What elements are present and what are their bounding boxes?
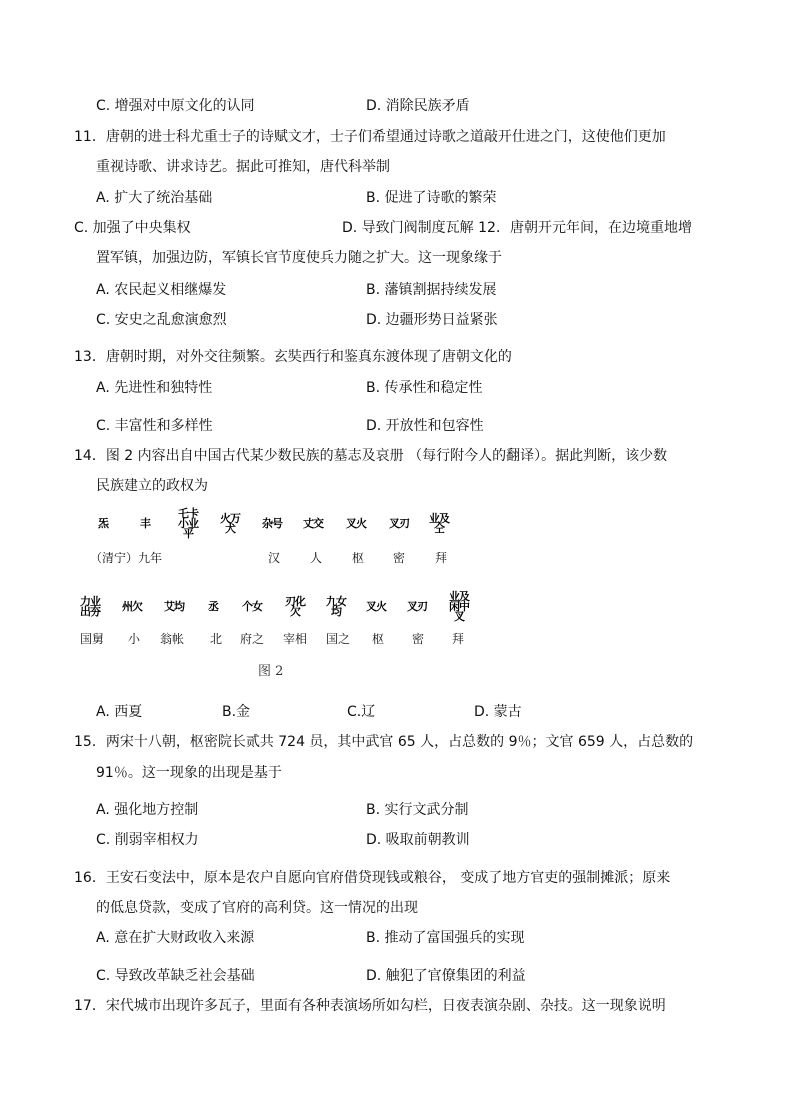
glyph: 炁 — [98, 517, 108, 530]
glyph: 叉火 — [366, 600, 386, 613]
glyph: 九女 均 — [326, 595, 346, 618]
q11-option-a: A. 扩大了统治基础 — [96, 190, 213, 206]
q12-option-a: A. 农民起义相继爆发 — [96, 282, 227, 298]
q11-option-b: B. 促进了诗歌的繁荣 — [366, 190, 497, 206]
q15-option-c: C. 削弱宰相权力 — [96, 832, 199, 848]
translation: 拜 — [452, 632, 465, 646]
q13-option-d: D. 开放性和包容性 — [366, 418, 484, 434]
q11-stem-line1: 11．唐朝的进士科尤重士子的诗赋文才，士子们希望通过诗歌之道敲开仕进之门，这使他们更加 — [74, 129, 666, 145]
q16-option-a: A. 意在扩大财政收入来源 — [96, 930, 255, 946]
q16-stem-line1: 16．王安石变法中，原本是农户自愿向官府借贷现钱或粮谷， 变成了地方官吏的强制摊派；原来 — [74, 870, 671, 886]
translation: 北 — [210, 632, 223, 646]
glyph: 叉刃 — [407, 600, 427, 613]
translation: 密 — [393, 551, 406, 565]
translation: 国舅 — [80, 632, 105, 646]
q16-option-d: D. 触犯了官僚集团的利益 — [366, 968, 526, 984]
q15-stem-line2: 91％。这一现象的出现是基于 — [96, 765, 282, 781]
glyph: 艾均 — [164, 600, 184, 613]
q12-stem-line2: 置军镇，加强边防，军镇长官节度使兵力随之扩大。这一现象缘于 — [96, 250, 502, 266]
q14-option-c: C.辽 — [347, 704, 376, 720]
q13-stem: 13．唐朝时期，对外交往频繁。玄奘西行和鉴真东渡体现了唐朝文化的 — [74, 349, 512, 365]
q16-stem-line2: 的低息贷款，变成了官府的高利贷。这一情况的出现 — [96, 900, 418, 916]
q13-option-b: B. 传承性和稳定性 — [366, 380, 483, 396]
q10-option-d: D. 消除民族矛盾 — [366, 98, 470, 114]
glyph: 叉火 — [346, 517, 366, 530]
q14-option-d: D. 蒙古 — [474, 704, 522, 720]
q11-option-c: C. 加强了中央集权 — [74, 220, 191, 236]
q14-stem-line1: 14．图 2 内容出自中国古代某少数民族的墓志及哀册 （每行附今人的翻译）。据此判断，该少数 — [74, 448, 668, 464]
glyph: 叉刃 — [389, 517, 409, 530]
q10-option-c: C. 增强对中原文化的认同 — [96, 98, 255, 114]
glyph: 乇卡 小业 平 — [178, 507, 198, 540]
translation: 汉 — [268, 551, 281, 565]
q14-stem-line2: 民族建立的政权为 — [96, 478, 208, 494]
translation: 拜 — [435, 551, 448, 565]
q15-option-a: A. 强化地方控制 — [96, 802, 199, 818]
glyph: 刃化 欠 — [285, 595, 305, 618]
glyph: 力业 出夯 — [80, 595, 100, 618]
translation: 国之 — [326, 632, 351, 646]
q17-stem-line1: 17．宋代城市出现许多瓦子，里面有各种表演场所如勾栏，日夜表演杂剧、杂技。这一现象说明 — [74, 998, 666, 1014]
translation: 枢 — [352, 551, 365, 565]
q16-option-c: C. 导致改革缺乏社会基础 — [96, 968, 255, 984]
q11-stem-line2: 重视诗歌、讲求诗艺。据此可推知，唐代科举制 — [96, 159, 390, 175]
translation: （清宁）九年 — [90, 551, 163, 565]
glyph: 业及 闲中 叉 — [449, 590, 469, 623]
q12-option-b: B. 藩镇割据持续发展 — [366, 282, 497, 298]
q14-option-b: B.金 — [222, 704, 251, 720]
glyph: 丰 — [140, 517, 150, 530]
q13-option-c: C. 丰富性和多样性 — [96, 418, 213, 434]
translation: 枢 — [372, 632, 385, 646]
q12-option-d: D. 边疆形势日益紧张 — [366, 312, 498, 328]
glyph: 杂号 — [262, 517, 282, 530]
glyph: 丈交 — [303, 517, 323, 530]
translation: 翁帐 — [160, 632, 185, 646]
glyph: 火万 犬 — [220, 512, 240, 535]
glyph: 州欠 — [122, 600, 142, 613]
translation: 宰相 — [283, 632, 308, 646]
q12-option-c: C. 安史之乱愈演愈烈 — [96, 312, 227, 328]
glyph: 丞 — [208, 600, 218, 613]
q13-option-a: A. 先进性和独特性 — [96, 380, 213, 396]
q11-option-d-q12-start: D. 导致门阀制度瓦解 12．唐朝开元年间，在边境重地增 — [342, 220, 692, 236]
q14-option-a: A. 西夏 — [96, 704, 143, 720]
translation: 密 — [412, 632, 425, 646]
q16-option-b: B. 推动了富国强兵的实现 — [366, 930, 525, 946]
translation: 小 — [128, 632, 141, 646]
q15-option-d: D. 吸取前朝教训 — [366, 832, 470, 848]
glyph: 个女 — [242, 600, 262, 613]
translation: 府之 — [240, 632, 265, 646]
q15-option-b: B. 实行文武分制 — [366, 802, 469, 818]
translation: 人 — [310, 551, 323, 565]
figure-caption: 图 2 — [258, 664, 284, 679]
q15-stem-line1: 15．两宋十八朝，枢密院长贰共 724 员，其中武官 65 人，占总数的 9％；文官 659 人，占总数的 — [74, 734, 694, 750]
glyph: 业及 仝 — [429, 512, 449, 535]
